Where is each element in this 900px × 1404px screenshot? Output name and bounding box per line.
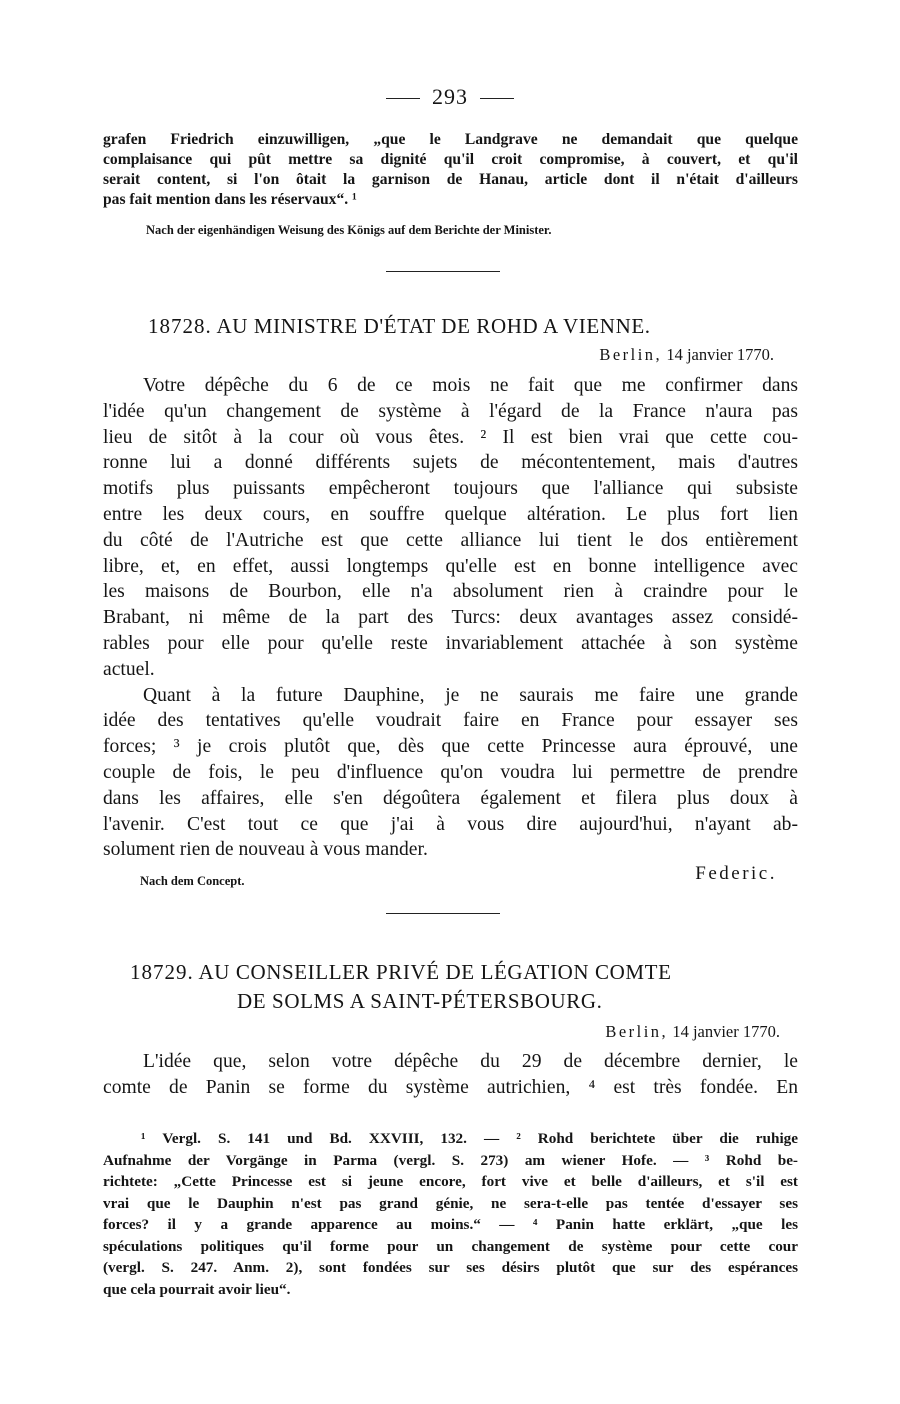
letter-dateline (599, 345, 774, 365)
body-line: L'idée que, selon votre dépêche du 29 de décembre dernier, le (143, 1051, 798, 1072)
letter-signature: Federic. (695, 863, 777, 884)
continuation-source-note: Nach der eigenhändigen Weisung des Königs auf dem Berichte der Minister. (146, 223, 552, 237)
letter-title: AU MINISTRE D'ÉTAT DE ROHD A VIENNE. (216, 314, 651, 338)
letter-number: 18729. (130, 960, 194, 984)
letter-body (103, 1049, 798, 1101)
page-number-dash-left (386, 98, 420, 99)
letter-date: 14 janvier 1770. (666, 345, 774, 364)
letter-title-line2: DE SOLMS A SAINT-PÉTERSBOURG. (237, 989, 603, 1013)
footnote-line: richtete: „Cette Princesse est si jeune encore, fort vive et belle d'ailleurs, et s'il est (103, 1173, 798, 1190)
continuation-line: pas fait mention dans les réservaux“. ¹ (103, 191, 357, 208)
letter-body (103, 373, 798, 863)
body-line: couple de fois, le peu d'influence qu'on voudra lui permettre de prendre (103, 761, 798, 783)
letter-date: 14 janvier 1770. (672, 1022, 780, 1041)
letter-source-note: Nach dem Concept. (140, 874, 245, 888)
body-line: actuel. (103, 658, 155, 680)
letter-heading (148, 314, 651, 339)
body-line: l'idée qu'un changement de système à l'égard de la France n'aura pas (103, 400, 798, 422)
body-line: solument rien de nouveau à vous mander. (103, 839, 428, 861)
footnote-line: forces? il y a grande apparence au moins.“ — ⁴ Panin hatte erklärt, „que les (103, 1216, 798, 1233)
continuation-line: serait content, si l'on ôtait la garnison de Hanau, article dont il n'était d'ailleurs (103, 171, 798, 188)
footnotes (103, 1128, 798, 1300)
page-number (0, 84, 900, 110)
body-line: idée des tentatives qu'elle voudrait faire en France pour essayer ses (103, 710, 798, 732)
body-line: forces; ³ je crois plutôt que, dès que cette Princesse aura éprouvé, une (103, 736, 798, 758)
continuation-line: grafen Friedrich einzuwilligen, „que le Landgrave ne demandait que quelque (103, 131, 798, 148)
section-divider (386, 913, 500, 914)
body-line: Quant à la future Dauphine, je ne saurais me faire une grande (143, 684, 798, 706)
body-line: entre les deux cours, en souffre quelque altération. Le plus fort lien (103, 503, 798, 525)
body-line: motifs plus puissants empêcheront toujours que l'alliance qui subsiste (103, 478, 798, 500)
letter-heading (130, 960, 672, 985)
body-line: ronne lui a donné différents sujets de mécontentement, mais d'autres (103, 452, 798, 474)
letter-title-line1: AU CONSEILLER PRIVÉ DE LÉGATION COMTE (198, 960, 672, 984)
footnote-line: spéculations politiques qu'il forme pour un changement de système pour cette cour (103, 1237, 798, 1255)
continuation-line: complaisance qui pût mettre sa dignité qu'il croit compromise, à couvert, et qu'il (103, 151, 798, 168)
page-number-dash-right (480, 98, 514, 99)
body-line: Votre dépêche du 6 de ce mois ne fait que me confirmer dans (143, 375, 798, 396)
letter-number: 18728. (148, 314, 212, 338)
body-line: rables pour elle pour qu'elle reste invariablement attachée à son système (103, 632, 798, 654)
page-number-text: 293 (432, 84, 468, 109)
body-line: libre, et, en effet, aussi longtemps qu'elle est en bonne intelligence avec (103, 555, 798, 577)
body-line: lieu de sitôt à la cour où vous êtes. ² Il est bien vrai que cette cou- (103, 426, 798, 448)
letter-place: Berlin, (605, 1022, 669, 1041)
body-line: Brabant, ni même de la part des Turcs: deux avantages assez considé- (103, 607, 798, 629)
body-line: l'avenir. C'est tout ce que j'ai à vous dire aujourd'hui, n'ayant ab- (103, 813, 798, 835)
footnote-line: ¹ Vergl. S. 141 und Bd. XXVIII, 132. — ² Rohd berichtete über die ruhige (141, 1130, 798, 1147)
section-divider (386, 271, 500, 272)
body-line: les maisons de Bourbon, elle n'a absolument rien à craindre pour le (103, 581, 798, 603)
footnote-line: que cela pourrait avoir lieu“. (103, 1280, 291, 1298)
footnote-line: Aufnahme der Vorgänge in Parma (vergl. S. 273) am wiener Hofe. — ³ Rohd be- (103, 1151, 798, 1169)
continuation-paragraph (103, 130, 798, 210)
body-line: dans les affaires, elle s'en dégoûtera également et filera plus doux à (103, 787, 798, 809)
body-line: du côté de l'Autriche est que cette alliance lui tient le dos entièrement (103, 529, 798, 551)
footnote-line: (vergl. S. 247. Anm. 2), sont fondées sur ses désirs plutôt que sur des espérances (103, 1259, 798, 1276)
letter-place: Berlin, (599, 345, 663, 364)
footnote-line: vrai que le Dauphin n'est pas grand génie, ne sera-t-elle pas tentée d'essayer ses (103, 1194, 798, 1212)
body-line: comte de Panin se forme du système autrichien, ⁴ est très fondée. En (103, 1076, 798, 1098)
letter-dateline (605, 1022, 780, 1042)
